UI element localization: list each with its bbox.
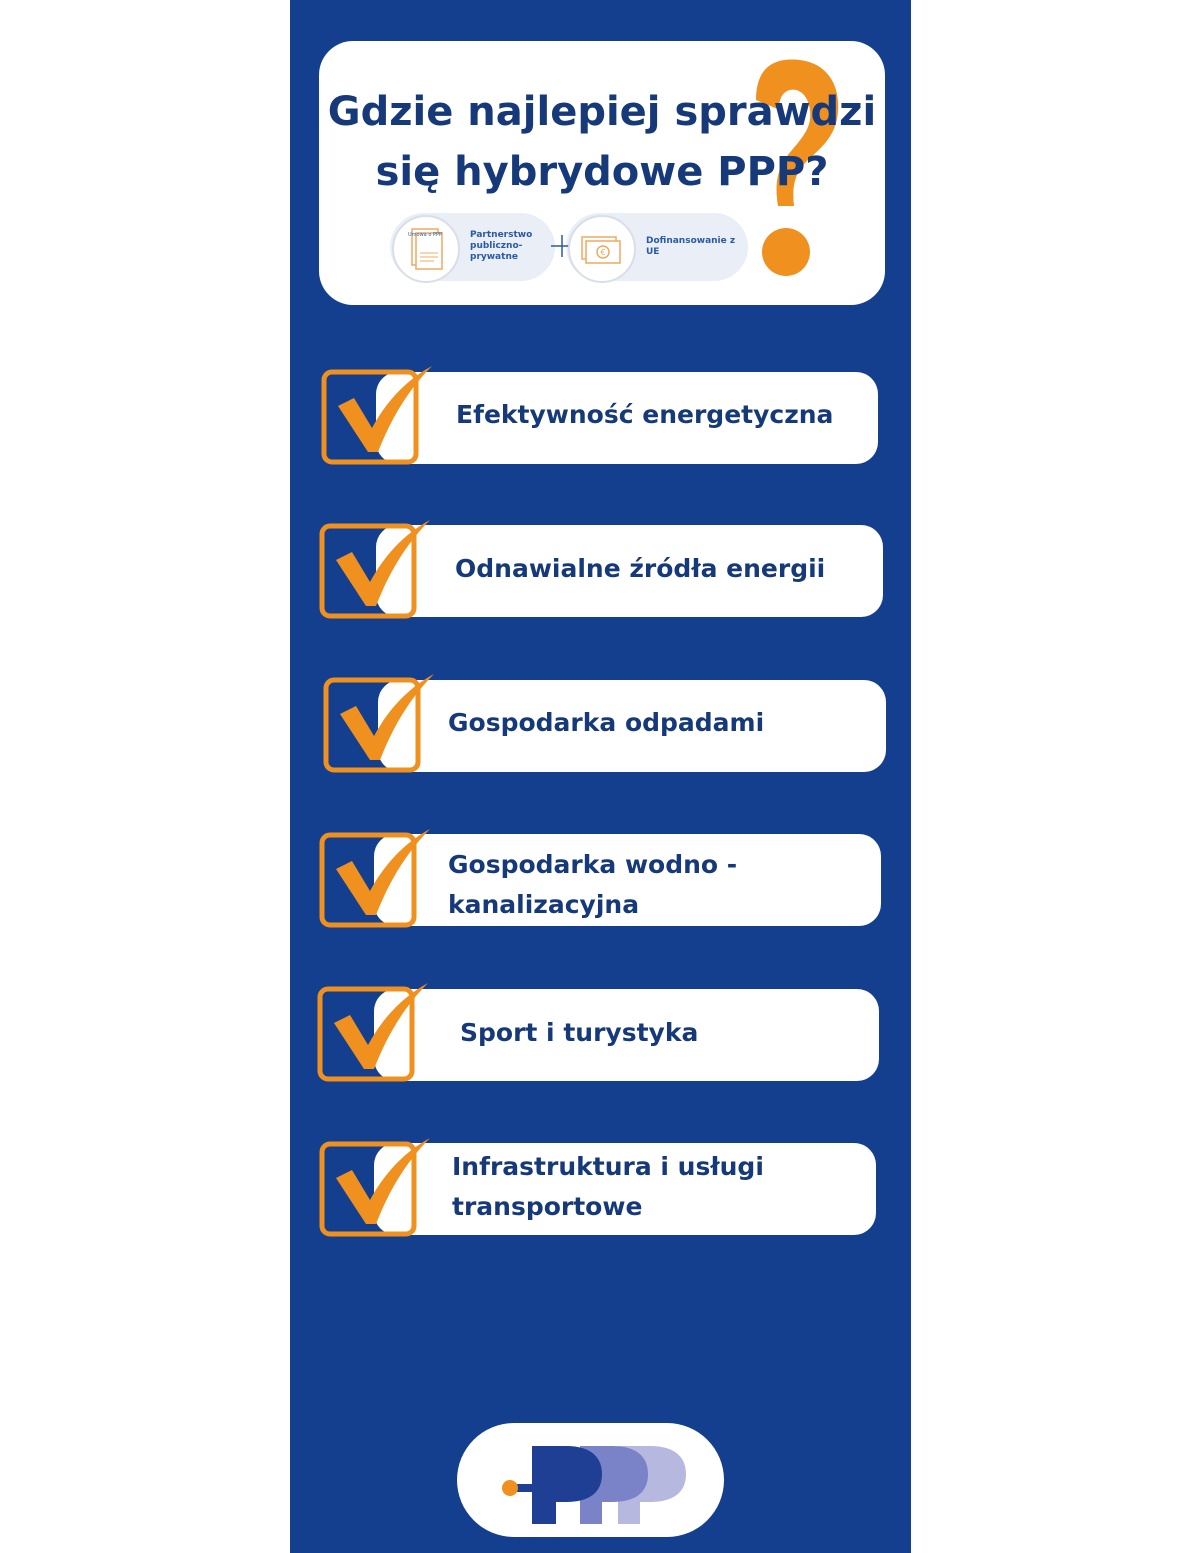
page-title-line-1: Gdzie najlepiej sprawdzi: [327, 89, 877, 135]
list-item-label: Gospodarka wodno - kanalizacyjna: [448, 850, 738, 919]
banknotes-euro-icon: [568, 215, 636, 283]
list-item-label: Gospodarka odpadami: [448, 708, 765, 737]
document-icon-label: Umowa o PPP: [408, 232, 443, 238]
checkmark-icon: [318, 1136, 436, 1240]
document-icon: [392, 215, 460, 283]
checkmark-icon: [322, 672, 440, 776]
list-item-label: Odnawialne źródła energii: [455, 554, 826, 583]
list-item-label: Infrastruktura i usługi transportowe: [452, 1152, 764, 1221]
checkmark-icon: [318, 518, 436, 622]
list-item-label: Efektywność energetyczna: [456, 400, 834, 429]
page-title-line-2: się hybrydowe PPP?: [375, 149, 829, 195]
ppp-label: Partnerstwo publiczno-prywatne: [470, 230, 533, 262]
checkmark-icon: [320, 364, 438, 468]
checkmark-icon: [318, 827, 436, 931]
svg-text:€: €: [600, 248, 606, 257]
hybrid-ppp-diagram: [366, 196, 766, 294]
ppp-logo: [500, 1440, 690, 1526]
eu-funding-label: Dofinansowanie z UE: [646, 236, 736, 257]
checkmark-icon: [316, 981, 434, 1085]
list-item-label: Sport i turystyka: [460, 1018, 699, 1047]
